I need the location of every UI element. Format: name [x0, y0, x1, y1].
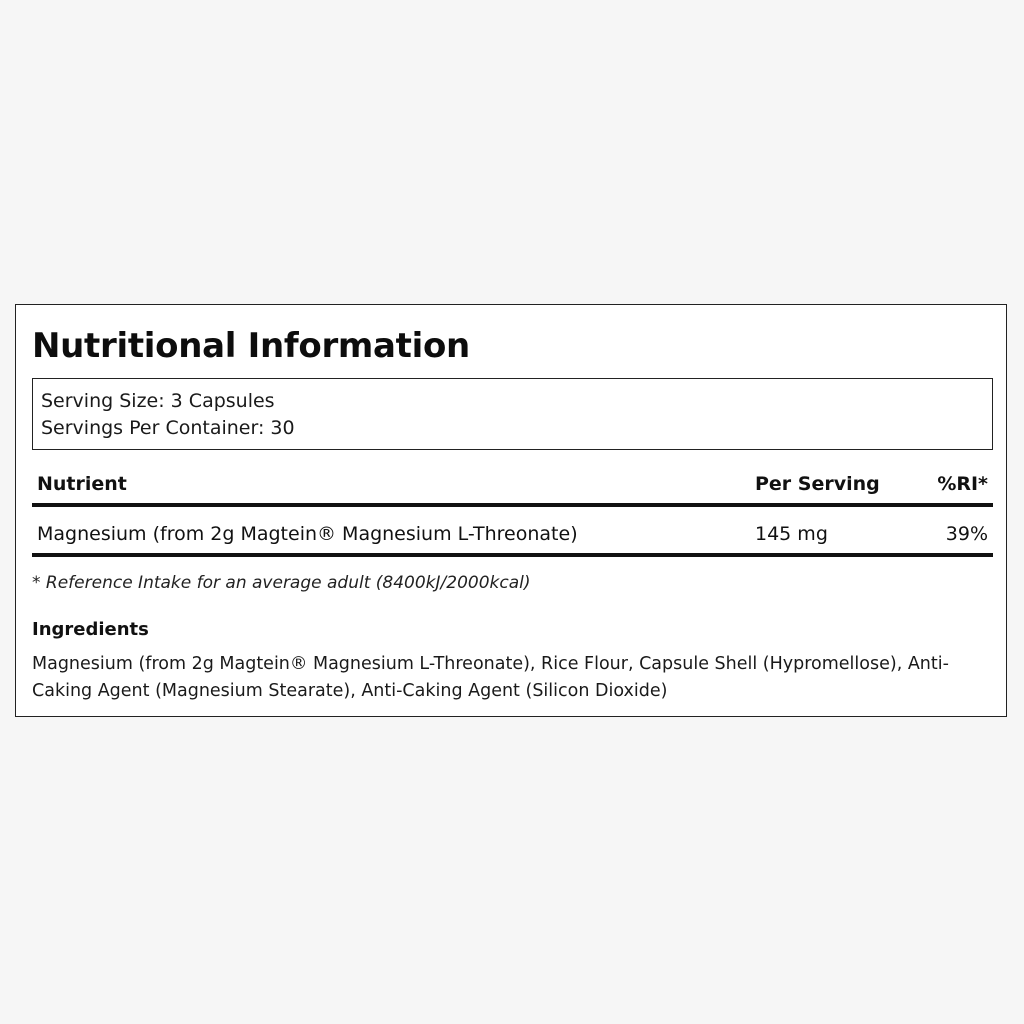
- reference-intake-footnote: * Reference Intake for an average adult (8400kJ/2000kcal): [32, 573, 531, 593]
- nutrient-name: Magnesium (from 2g Magtein® Magnesium L-Threonate): [37, 523, 578, 545]
- nutrient-per-serving: 145 mg: [755, 523, 828, 545]
- ingredients-heading: Ingredients: [32, 619, 149, 640]
- servings-per-container: Servings Per Container: 30: [41, 417, 295, 439]
- header-ri: %RI*: [937, 473, 988, 495]
- header-per-serving: Per Serving: [755, 473, 880, 495]
- panel-title: Nutritional Information: [32, 326, 470, 366]
- table-row: [32, 507, 993, 557]
- nutrient-table: [32, 467, 993, 557]
- serving-info-box: [32, 378, 993, 450]
- header-nutrient: Nutrient: [37, 473, 127, 495]
- table-header-row: [32, 467, 993, 507]
- serving-size: Serving Size: 3 Capsules: [41, 390, 275, 412]
- ingredients-text: Magnesium (from 2g Magtein® Magnesium L-Threonate), Rice Flour, Capsule Shell (Hypromellose), Anti-Caking Agent (Magnesium Stearate), Anti-Caking Agent (Silicon Dioxide): [32, 654, 949, 701]
- nutrition-panel: [15, 304, 1007, 717]
- nutrient-ri: 39%: [945, 523, 988, 545]
